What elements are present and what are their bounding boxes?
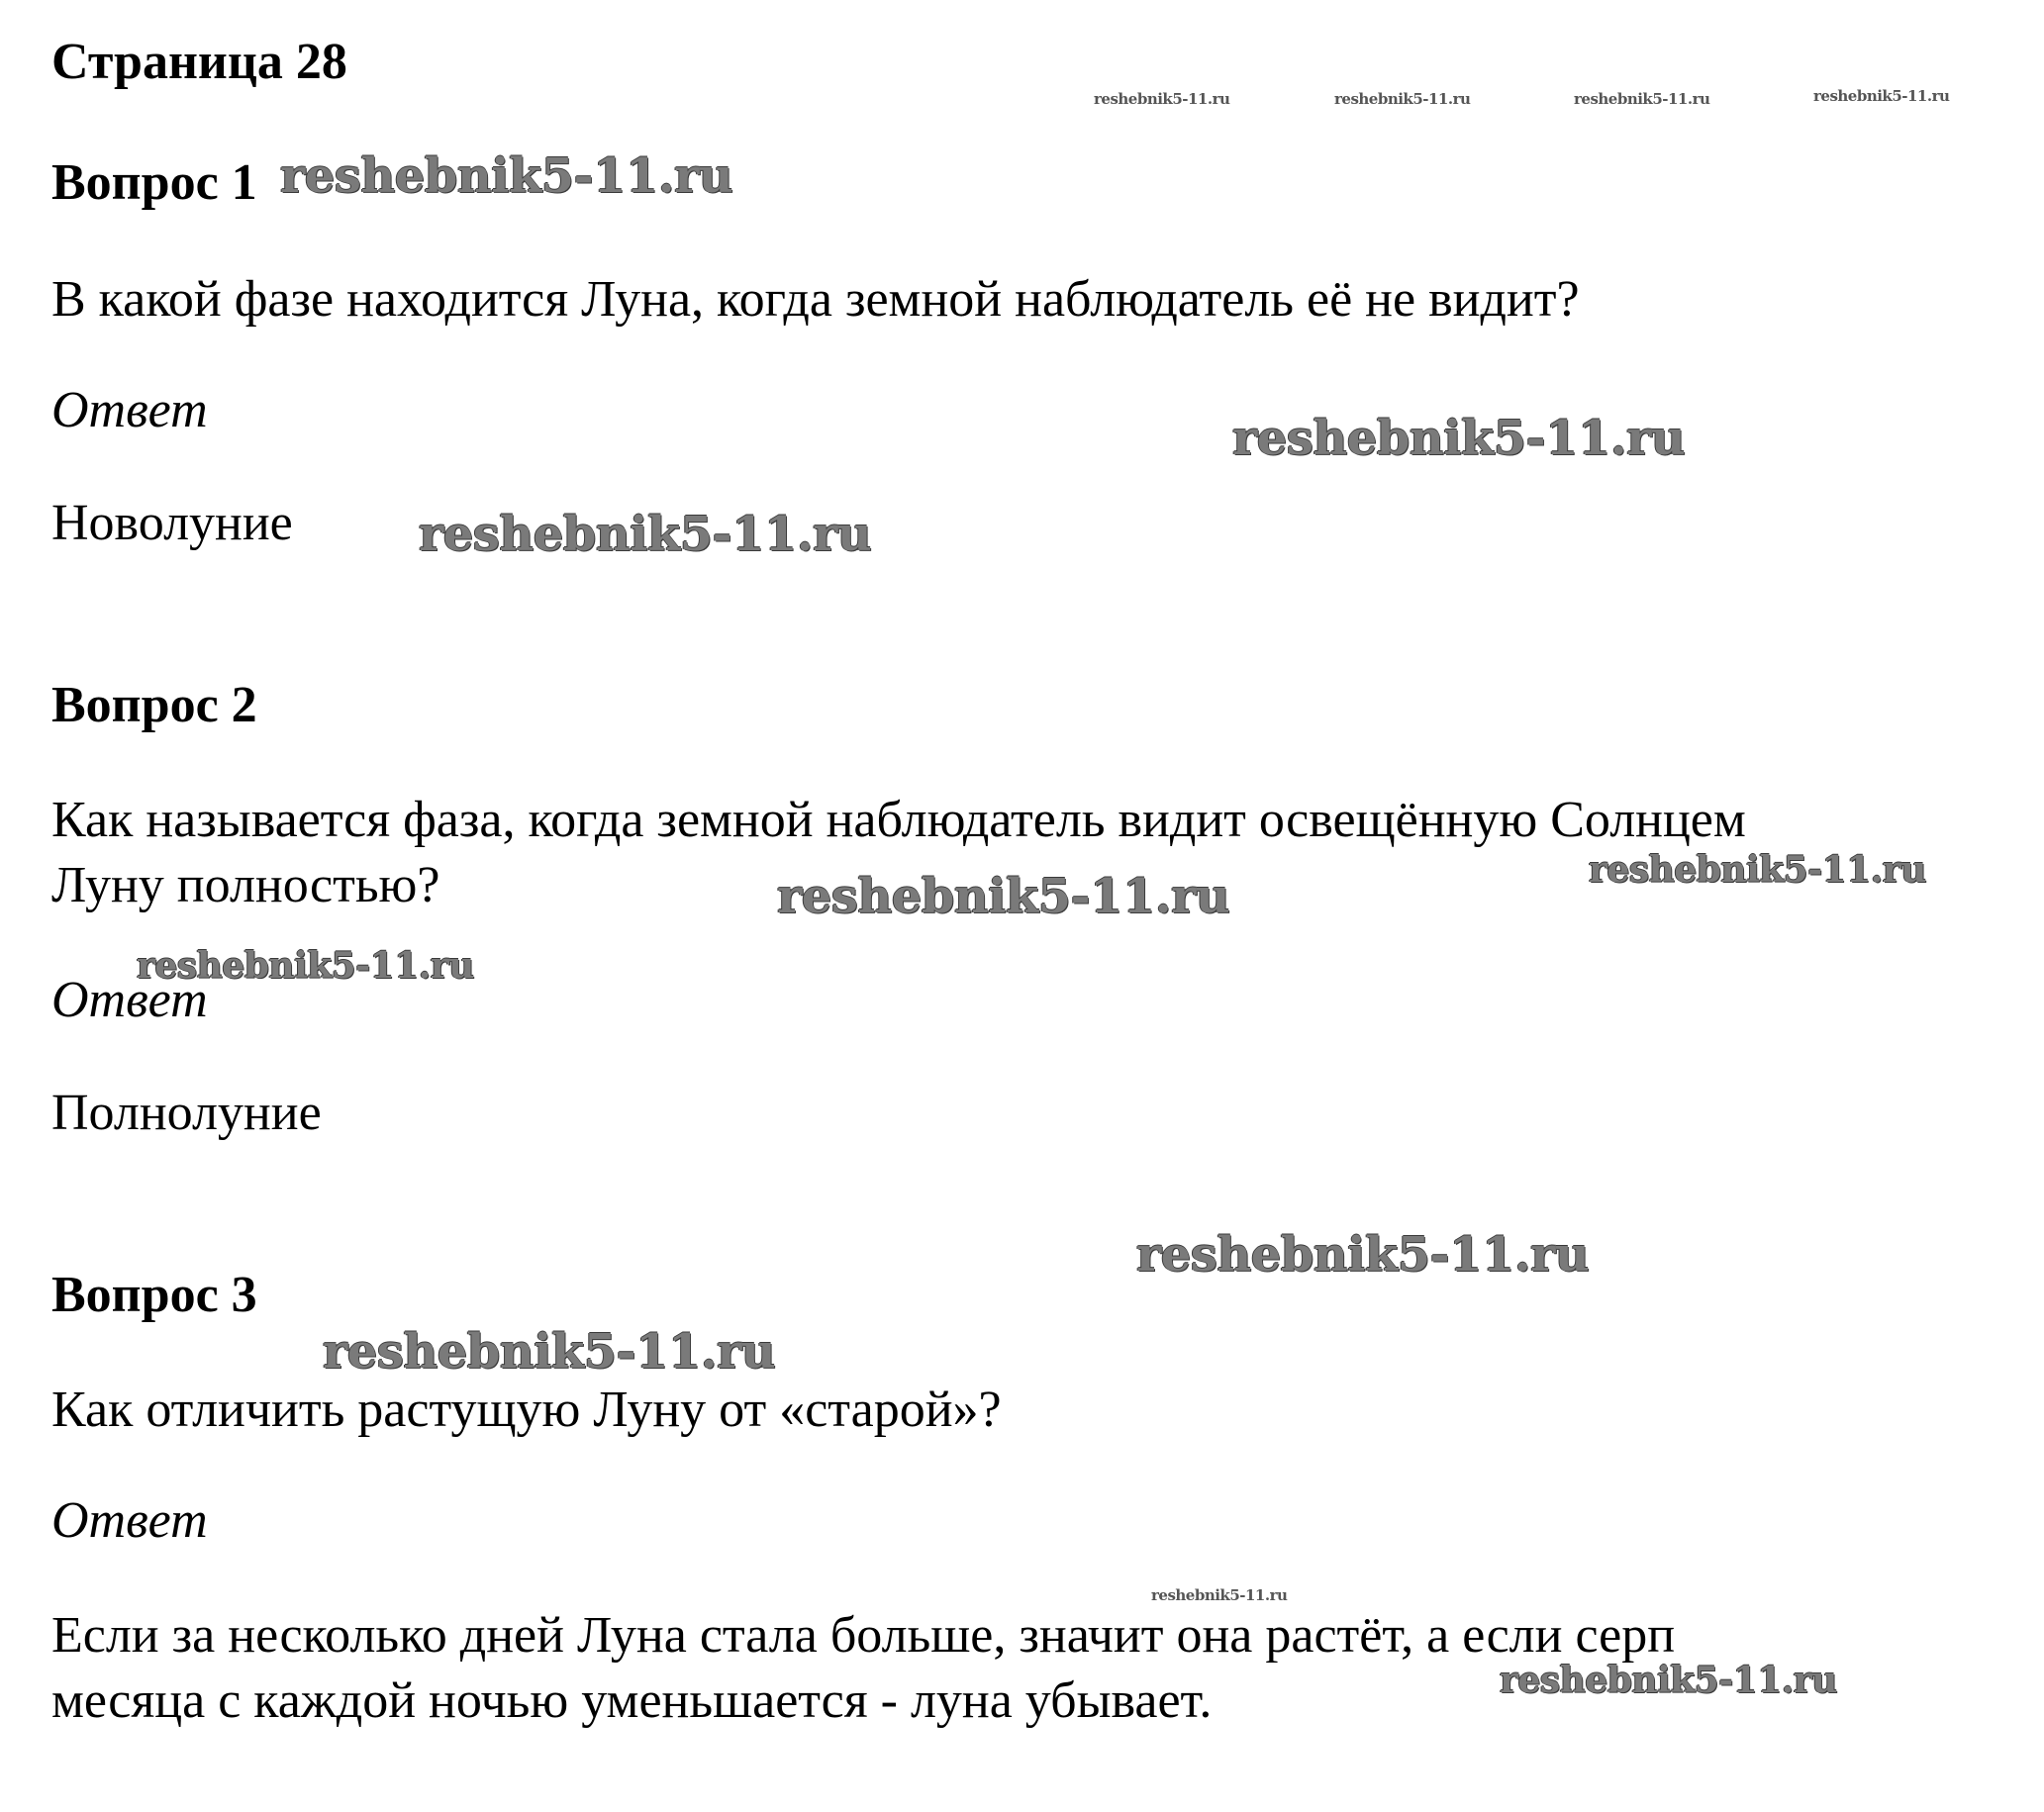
watermark: reshebnik5-11.ru [1334, 90, 1471, 108]
question-3-answer-line-1: Если за несколько дней Луна стала больше, значит она растёт, а если серп [51, 1607, 1676, 1664]
watermark: reshebnik5-11.ru [1589, 849, 1926, 891]
question-3-answer-line-2: месяца с каждой ночью уменьшается - луна убывает. [51, 1672, 1213, 1729]
question-2-heading: Вопрос 2 [51, 677, 257, 733]
question-3-heading: Вопрос 3 [51, 1267, 257, 1323]
question-3-answer-label: Ответ [51, 1492, 208, 1549]
watermark: reshebnik5-11.ru [1136, 1227, 1590, 1283]
question-2-answer: Полнолуние [51, 1085, 322, 1141]
question-1-answer-label: Ответ [51, 382, 208, 438]
question-1-text: В какой фазе находится Луна, когда земной наблюдатель её не видит? [51, 271, 1580, 328]
watermark: reshebnik5-11.ru [1151, 1586, 1288, 1604]
watermark: reshebnik5-11.ru [1574, 90, 1710, 108]
watermark: reshebnik5-11.ru [1813, 87, 1950, 105]
question-3-text: Как отличить растущую Луну от «старой»? [51, 1382, 1002, 1438]
page-title: Страница 28 [51, 34, 347, 90]
question-1-answer: Новолуние [51, 495, 293, 551]
watermark: reshebnik5-11.ru [777, 869, 1230, 924]
question-2-answer-label: Ответ [51, 972, 208, 1028]
watermark: reshebnik5-11.ru [419, 507, 872, 562]
watermark: reshebnik5-11.ru [323, 1324, 776, 1380]
watermark: reshebnik5-11.ru [1094, 90, 1230, 108]
watermark: reshebnik5-11.ru [1500, 1660, 1837, 1701]
watermark: reshebnik5-11.ru [280, 148, 733, 204]
question-2-text-line-1: Как называется фаза, когда земной наблюдатель видит освещённую Солнцем [51, 792, 1746, 848]
question-1-heading: Вопрос 1 [51, 154, 257, 211]
watermark: reshebnik5-11.ru [137, 945, 474, 987]
watermark: reshebnik5-11.ru [1232, 411, 1686, 466]
question-2-text-line-2: Луну полностью? [51, 857, 440, 913]
